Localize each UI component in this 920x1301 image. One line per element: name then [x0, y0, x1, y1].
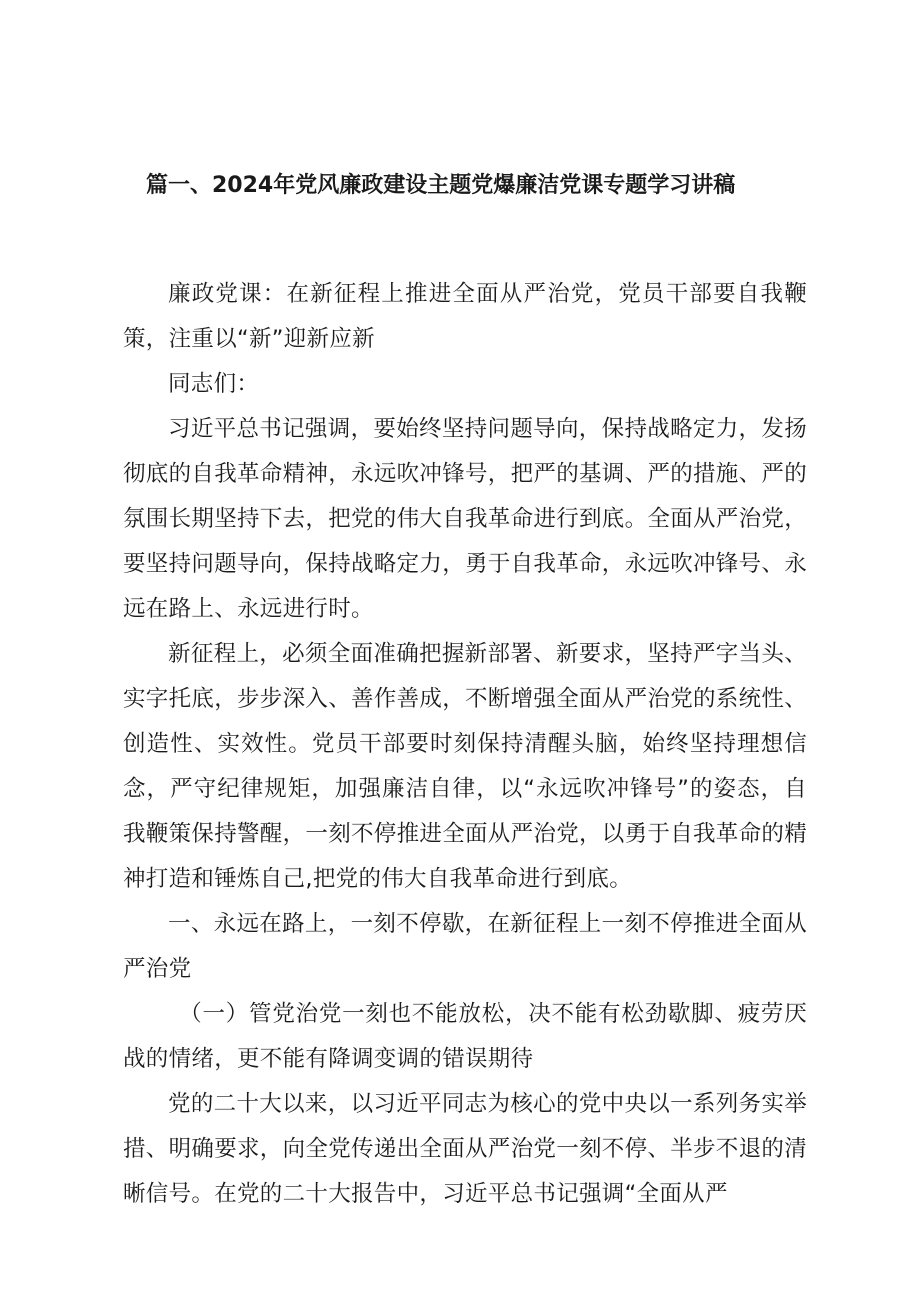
subsection-heading: （一）管党治党一刻也不能放松，决不能有松劲歇脚、疲劳厌战的情绪，更不能有降调变调的错误期待 — [123, 1001, 807, 1072]
section-heading: 一、永远在路上，一刻不停歇，在新征程上一刻不停推进全面从严治党 — [123, 911, 807, 982]
body-paragraph: 新征程上，必须全面准确把握新部署、新要求，坚持严字当头、实字托底，步步深入、善作善成，不断增强全面从严治党的系统性、创造性、实效性。党员干部要时刻保持清醒头脑，始终坚持理想信念，严守纪律规矩，加强廉洁自律，以“永远吹冲锋号”的姿态，自我鞭策保持警醒，一刻不停推进全面从严治党，以勇于自我革命的精神打造和锤炼自己,把党的伟大自我革命进行到底。 — [123, 641, 808, 892]
lecture-heading: 廉政党课：在新征程上推进全面从严治党，党员干部要自我鞭策，注重以“新”迎新应新 — [123, 281, 807, 352]
body-paragraph: 党的二十大以来，以习近平同志为核心的党中央以一系列务实举措、明确要求，向全党传递出全面从严治党一刻不停、半步不退的清晰信号。在党的二十大报告中，习近平总书记强调“全面从严 — [123, 1091, 808, 1207]
salutation: 同志们： — [168, 371, 260, 397]
document-body — [123, 272, 807, 1217]
body-paragraph: 习近平总书记强调，要始终坚持问题导向，保持战略定力，发扬彻底的自我革命精神，永远吹冲锋号，把严的基调、严的措施、严的氛围长期坚持下去，把党的伟大自我革命进行到底。全面从严治党，要坚持问题导向，保持战略定力，勇于自我革命，永远吹冲锋号、永远在路上、永远进行时。 — [123, 416, 808, 622]
document-title: 篇一、2024年党风廉政建设主题党爆廉洁党课专题学习讲稿 — [146, 173, 736, 198]
